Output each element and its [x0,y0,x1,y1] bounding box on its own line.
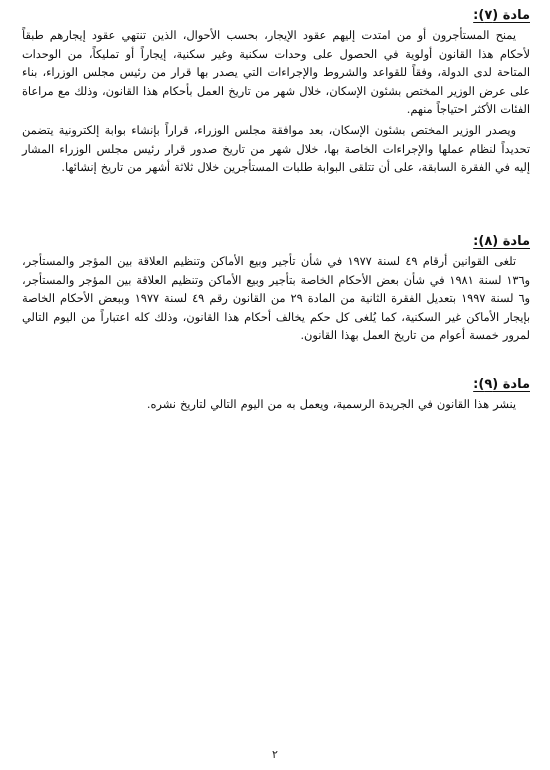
article-8 [22,234,530,346]
article-heading: مادة (٧): [473,8,530,23]
article-paragraph: تلغى القوانين أرقام ٤٩ لسنة ١٩٧٧ في شأن تأجير وبيع الأماكن وتنظيم العلاقة بين المؤجر والمستأجر، و١٣٦ لسنة ١٩٨١ في شأن بعض الأحكام الخاصة بتأجير وبيع الأماكن وتنظيم العلاقة بين المؤجر والمستأجر، و٦ لسنة ١٩٩٧ بتعديل الفقرة الثانية من المادة ٢٩ من القانون رقم ٤٩ لسنة ١٩٧٧ وببعض الأحكام الخاصة بإيجار الأماكن غير السكنية، كما يُلغى كل حكم يخالف أحكام هذا القانون، وذلك كله اعتباراً من اليوم التالي لمرور خمسة أعوام من تاريخ العمل بهذا القانون. [22,255,531,343]
article-7 [22,8,530,178]
page-number: ٢ [272,748,278,761]
article-paragraph: ينشر هذا القانون في الجريدة الرسمية، ويعمل به من اليوم التالي لتاريخ نشره. [146,398,516,411]
article-heading: مادة (٩): [473,377,530,392]
article-9 [22,377,530,415]
article-paragraph: ويصدر الوزير المختص بشئون الإسكان، بعد موافقة مجلس الوزراء، قراراً بإنشاء بوابة إلكترونية يتضمن تحديداً لنظام عملها والإجراءات الخاصة بها، خلال شهر من تاريخ صدور قرار رئيس مجلس الوزراء المشار إليه في الفقرة السابقة، على أن تتلقى البوابة طلبات المستأجرين خلال ثلاثة أشهر من تاريخ إنشائها. [22,123,530,175]
article-heading: مادة (٨): [473,234,530,249]
article-paragraph: يمنح المستأجرون أو من امتدت إليهم عقود الإيجار، بحسب الأحوال، الذين تنتهي عقود إيجارهم طبقاً لأحكام هذا القانون أولوية في الحصول على وحدات سكنية وغير سكنية، إيجاراً أو تمليكاً، من الوحدات المتاحة لدى الدولة، وفقاً للقواعد والشروط والإجراءات التي يصدر بها قرار من رئيس مجلس الوزراء، بناء على عرض الوزير المختص بشئون الإسكان، خلال شهر من تاريخ العمل بأحكام هذا القانون، وذلك مع مراعاة الفئات الأكثر احتياجاً منهم. [22,29,530,117]
